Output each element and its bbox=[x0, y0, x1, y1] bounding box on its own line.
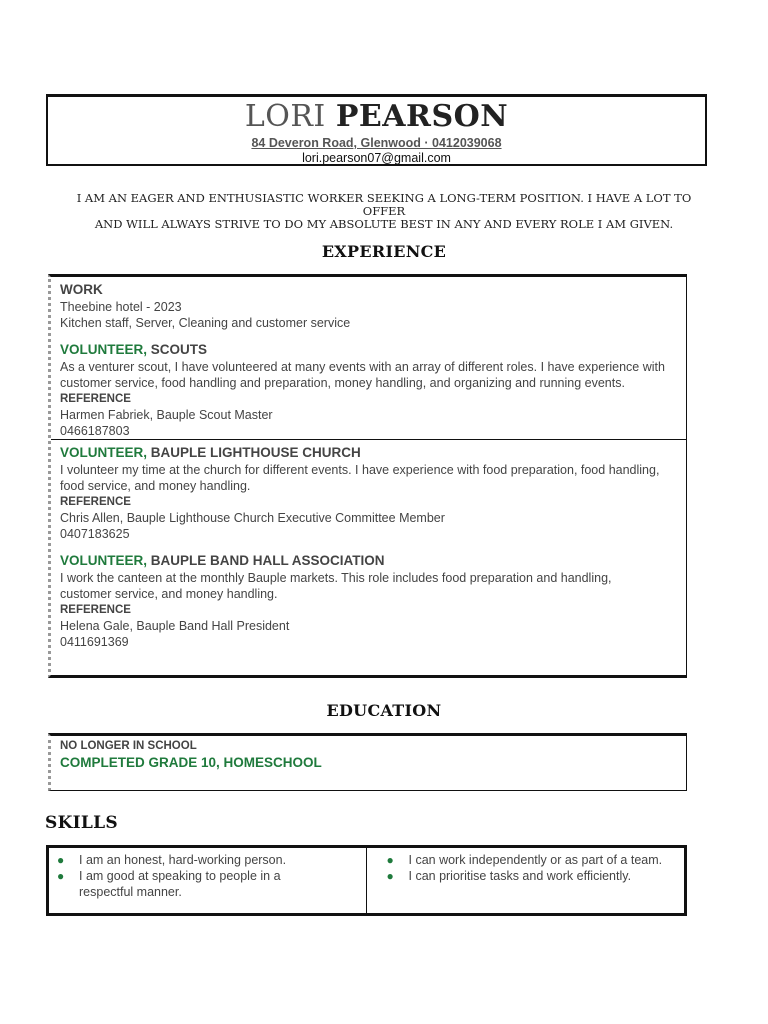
objective-line: AND WILL ALWAYS STRIVE TO DO MY ABSOLUTE BEST IN ANY AND EVERY ROLE I AM GIVEN. bbox=[94, 217, 674, 231]
work-detail: Theebine hotel - 2023 bbox=[60, 300, 182, 314]
volunteer-description: customer service, and money handling. bbox=[60, 587, 278, 601]
volunteer-description: food service, and money handling. bbox=[60, 479, 251, 493]
skill-text: I can prioritise tasks and work efficiently. bbox=[408, 869, 632, 883]
volunteer-heading bbox=[60, 341, 686, 359]
skills-title: SKILLS bbox=[45, 813, 118, 833]
volunteer-label: VOLUNTEER, bbox=[60, 553, 148, 568]
objective-line: I AM AN EAGER AND ENTHUSIASTIC WORKER SEEKING A LONG-TERM POSITION. I HAVE A LOT TO OFFER bbox=[76, 191, 692, 218]
volunteer-description: As a venturer scout, I have volunteered at many events with an array of different roles. I have experience with bbox=[60, 360, 665, 374]
reference-name: Helena Gale, Bauple Band Hall President bbox=[60, 619, 290, 633]
reference-phone: 0407183625 bbox=[60, 527, 130, 541]
work-heading: WORK bbox=[60, 282, 103, 297]
reference-label: REFERENCE bbox=[60, 393, 131, 405]
education-status: NO LONGER IN SCHOOL bbox=[60, 740, 197, 752]
skill-text: I am an honest, hard-working person. bbox=[79, 853, 287, 867]
reference-label: REFERENCE bbox=[60, 496, 131, 508]
skill-text-line: respectful manner. bbox=[79, 885, 182, 899]
skills-section bbox=[46, 845, 687, 916]
work-detail: Kitchen staff, Server, Cleaning and customer service bbox=[60, 316, 351, 330]
reference-name: Chris Allen, Bauple Lighthouse Church Executive Committee Member bbox=[60, 511, 445, 525]
volunteer-org: SCOUTS bbox=[150, 342, 208, 357]
skill-item bbox=[387, 852, 685, 868]
skill-text bbox=[79, 868, 281, 900]
last-name: PEARSON bbox=[335, 99, 509, 134]
skill-text-line: I am good at speaking to people in a bbox=[79, 869, 281, 883]
skills-column-left bbox=[49, 848, 367, 913]
resume-header bbox=[46, 94, 707, 166]
education-title: EDUCATION bbox=[326, 701, 442, 720]
bullet-icon: ● bbox=[57, 869, 65, 883]
contact-line: 84 Deveron Road, Glenwood · 0412039068 bbox=[251, 136, 502, 150]
volunteer-description: I volunteer my time at the church for different events. I have experience with food preparation, food handling, bbox=[60, 463, 660, 477]
experience-title: EXPERIENCE bbox=[321, 242, 447, 261]
skills-column-right bbox=[367, 848, 685, 913]
work-entry bbox=[51, 277, 686, 439]
volunteer-heading bbox=[60, 444, 686, 462]
volunteer-label: VOLUNTEER, bbox=[60, 445, 148, 460]
volunteer-heading bbox=[60, 552, 686, 570]
email-address: lori.pearson07@gmail.com bbox=[302, 151, 451, 165]
reference-phone: 0466187803 bbox=[60, 424, 130, 438]
volunteer-org: BAUPLE LIGHTHOUSE CHURCH bbox=[150, 445, 361, 460]
bullet-icon: ● bbox=[386, 853, 394, 867]
volunteer-description: I work the canteen at the monthly Bauple markets. This role includes food preparation and handling, bbox=[60, 571, 612, 585]
bullet-icon: ● bbox=[386, 869, 394, 883]
objective-statement bbox=[54, 192, 714, 231]
skill-item bbox=[387, 868, 685, 884]
experience-section bbox=[48, 274, 687, 678]
reference-phone: 0411691369 bbox=[60, 635, 129, 649]
candidate-name bbox=[48, 99, 705, 135]
skill-item bbox=[57, 852, 366, 868]
skill-item bbox=[57, 868, 366, 900]
volunteer-description: customer service, food handling and preparation, money handling, and organizing and running events. bbox=[60, 376, 625, 390]
bullet-icon: ● bbox=[57, 853, 65, 867]
reference-label: REFERENCE bbox=[60, 604, 131, 616]
reference-name: Harmen Fabriek, Bauple Scout Master bbox=[60, 408, 273, 422]
education-detail: COMPLETED GRADE 10, HOMESCHOOL bbox=[60, 755, 322, 770]
education-section bbox=[48, 733, 687, 791]
skill-text: I can work independently or as part of a team. bbox=[408, 853, 663, 867]
volunteer-org: BAUPLE BAND HALL ASSOCIATION bbox=[150, 553, 385, 568]
volunteer-entry bbox=[51, 440, 686, 650]
volunteer-label: VOLUNTEER, bbox=[60, 342, 148, 357]
first-name: LORI bbox=[244, 99, 326, 134]
